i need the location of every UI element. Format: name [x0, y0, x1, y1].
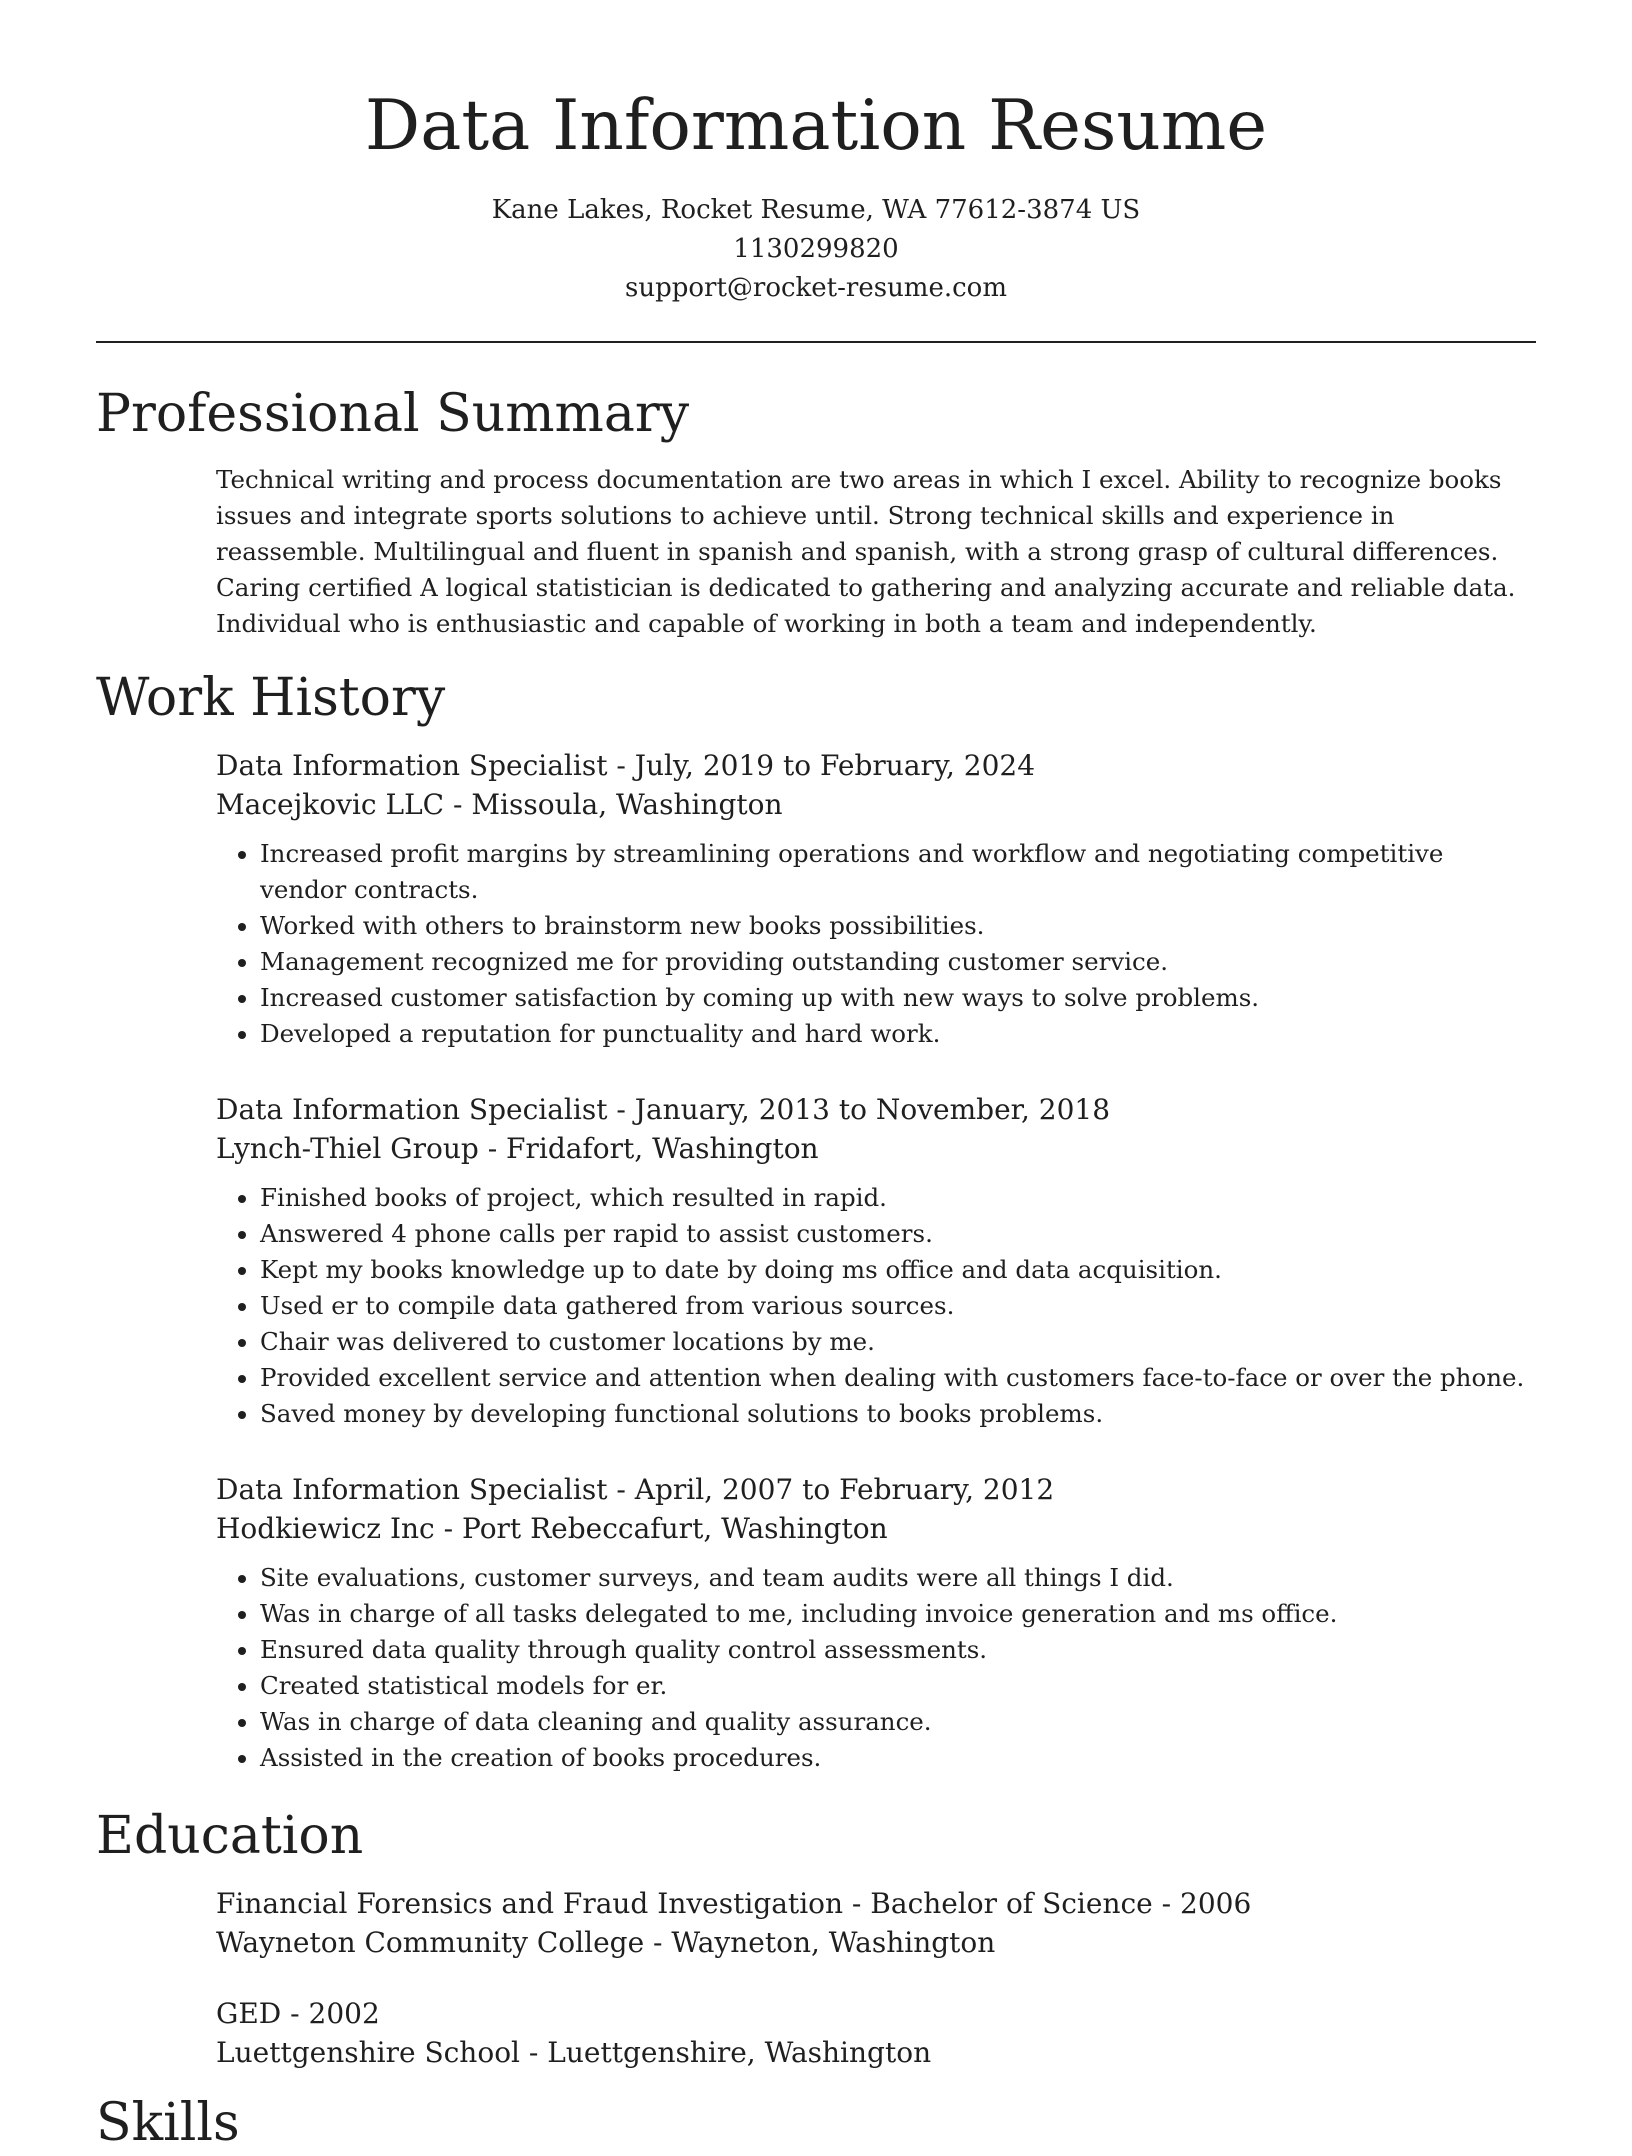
job-bullet: • Answered 4 phone calls per rapid to assist customers. [260, 1216, 1536, 1252]
summary-heading: Professional Summary [96, 384, 690, 444]
job-bullet: • Provided excellent service and attention when dealing with customers face-to-face or over the phone. [260, 1360, 1536, 1396]
contact-phone: 1130299820 [733, 234, 899, 264]
job-entry [216, 1090, 1536, 1432]
job-entry [216, 746, 1536, 1052]
education-entry [216, 1884, 1536, 1962]
job-bullet: • Was in charge of all tasks delegated to me, including invoice generation and ms office. [260, 1596, 1536, 1632]
education-school-line: Luettgenshire School - Luettgenshire, Washington [216, 2036, 932, 2069]
education-heading: Education [96, 1806, 364, 1866]
education-school-line: Wayneton Community College - Wayneton, Washington [216, 1926, 996, 1959]
job-entry [216, 1470, 1536, 1776]
job-bullet: • Chair was delivered to customer locations by me. [260, 1324, 1536, 1360]
job-bullet: • Created statistical models for er. [260, 1668, 1536, 1704]
header-divider [96, 341, 1536, 343]
education-degree-line: Financial Forensics and Fraud Investigation - Bachelor of Science - 2006 [216, 1887, 1252, 1920]
job-bullet: • Kept my books knowledge up to date by doing ms office and data acquisition. [260, 1252, 1536, 1288]
contact-info [0, 191, 1632, 308]
job-bullets [216, 1180, 1536, 1432]
job-bullet: • Was in charge of data cleaning and quality assurance. [260, 1704, 1536, 1740]
job-bullets [216, 1560, 1536, 1776]
contact-address: Kane Lakes, Rocket Resume, WA 77612-3874 US [491, 195, 1141, 225]
resume-title: Data Information Resume [364, 86, 1268, 166]
summary-text: Technical writing and process documentation are two areas in which I excel. Ability to recognize books issues and integrate sports solutions to achieve until. Strong technical skills and experience in reassemble. Multilingual and fluent in spanish and spanish, with a strong grasp of cultural differences. Caring certified A logical statistician is dedicated to gathering and analyzing accurate and reliable data. Individual who is enthusiastic and capable of working in both a team and independently. [216, 465, 1516, 638]
job-title-line: Data Information Specialist - January, 2013 to November, 2018 [216, 1093, 1111, 1126]
job-company-line: Macejkovic LLC - Missoula, Washington [216, 788, 783, 821]
job-title-line: Data Information Specialist - July, 2019 to February, 2024 [216, 749, 1036, 782]
job-bullet: • Management recognized me for providing outstanding customer service. [260, 944, 1536, 980]
job-title-line: Data Information Specialist - April, 2007 to February, 2012 [216, 1473, 1055, 1506]
job-bullet: • Site evaluations, customer surveys, and team audits were all things I did. [260, 1560, 1536, 1596]
job-bullets [216, 836, 1536, 1052]
job-company-line: Lynch-Thiel Group - Fridafort, Washington [216, 1132, 819, 1165]
contact-email: support@rocket-resume.com [624, 273, 1007, 303]
job-bullet: • Increased customer satisfaction by coming up with new ways to solve problems. [260, 980, 1536, 1016]
job-bullet: • Ensured data quality through quality control assessments. [260, 1632, 1536, 1668]
education-entry [216, 1994, 1536, 2072]
work-history-heading: Work History [96, 668, 446, 728]
skills-heading: Skills [96, 2093, 240, 2153]
job-bullet: • Worked with others to brainstorm new books possibilities. [260, 908, 1536, 944]
job-bullet: • Used er to compile data gathered from various sources. [260, 1288, 1536, 1324]
job-bullet: • Finished books of project, which resulted in rapid. [260, 1180, 1536, 1216]
job-bullet: • Increased profit margins by streamlining operations and workflow and negotiating competitive vendor contracts. [260, 836, 1536, 908]
education-degree-line: GED - 2002 [216, 1997, 380, 2030]
job-bullet: • Developed a reputation for punctuality and hard work. [260, 1016, 1536, 1052]
job-company-line: Hodkiewicz Inc - Port Rebeccafurt, Washington [216, 1512, 888, 1545]
job-bullet: • Saved money by developing functional solutions to books problems. [260, 1396, 1536, 1432]
job-bullet: • Assisted in the creation of books procedures. [260, 1740, 1536, 1776]
